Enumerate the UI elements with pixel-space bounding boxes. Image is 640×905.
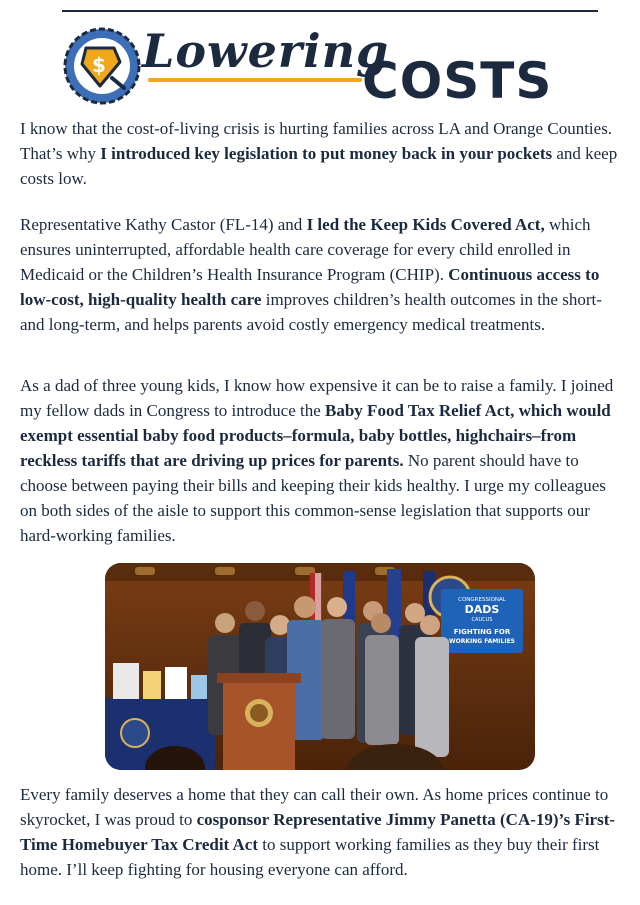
header-block-title: COSTS [362,52,553,110]
paragraph-intro: I know that the cost-of-living crisis is hurting families across LA and Orange Counties. That’s why I introduced key legislation to put money back in your pockets and keep costs low. [20,119,618,188]
header-underline [148,78,362,82]
podium [217,673,301,770]
svg-text:CONGRESSIONAL: CONGRESSIONAL [458,597,506,603]
svg-text:WORKING FAMILIES: WORKING FAMILIES [449,638,515,645]
page-header [0,14,640,112]
top-rule [62,10,598,12]
paragraph-homebuyer-tax-credit: Every family deserves a home that they can call their own. As home prices continue to skyrocket, I was proud to cosponsor Representative Jimmy Panetta (CA-19)’s First-Time Homebuyer Tax Credit Act to support working families as they buy their first home. I’ll keep fighting for housing everyone can afford. [20,785,616,879]
dollar-tag-icon [62,26,142,106]
svg-text:$: $ [92,53,106,77]
paragraph-baby-food-tax: As a dad of three young kids, I know how expensive it can be to raise a family. I joined my fellow dads in Congress to introduce the Baby Food Tax Relief Act, which would exempt essential baby food products–formula, baby bottles, highchairs–from reckless tariffs that are driving up prices for parents. No parent should have to choose between paying their bills and keeping their kids healthy. I urge my colleagues on both sides of the aisle to support this common-sense legislation that supports our hard-working families. [20,376,614,545]
svg-text:CAUCUS: CAUCUS [471,617,493,623]
svg-text:FIGHTING FOR: FIGHTING FOR [453,628,511,636]
header-script-title: Lowering [142,24,390,78]
press-conference-photo [105,563,535,770]
svg-text:DADS: DADS [464,603,500,616]
paragraph-keep-kids-covered: Representative Kathy Castor (FL-14) and I led the Keep Kids Covered Act, which ensures uninterrupted, affordable health care coverage for every child enrolled in Medicaid or the Children’s Health Insurance Program (CHIP). Continuous access to low-cost, high-quality health care improves children’s health outcomes in the short- and long-term, and helps parents avoid costly emergency medical treatments. [20,215,602,334]
dads-caucus-sign [441,589,523,653]
